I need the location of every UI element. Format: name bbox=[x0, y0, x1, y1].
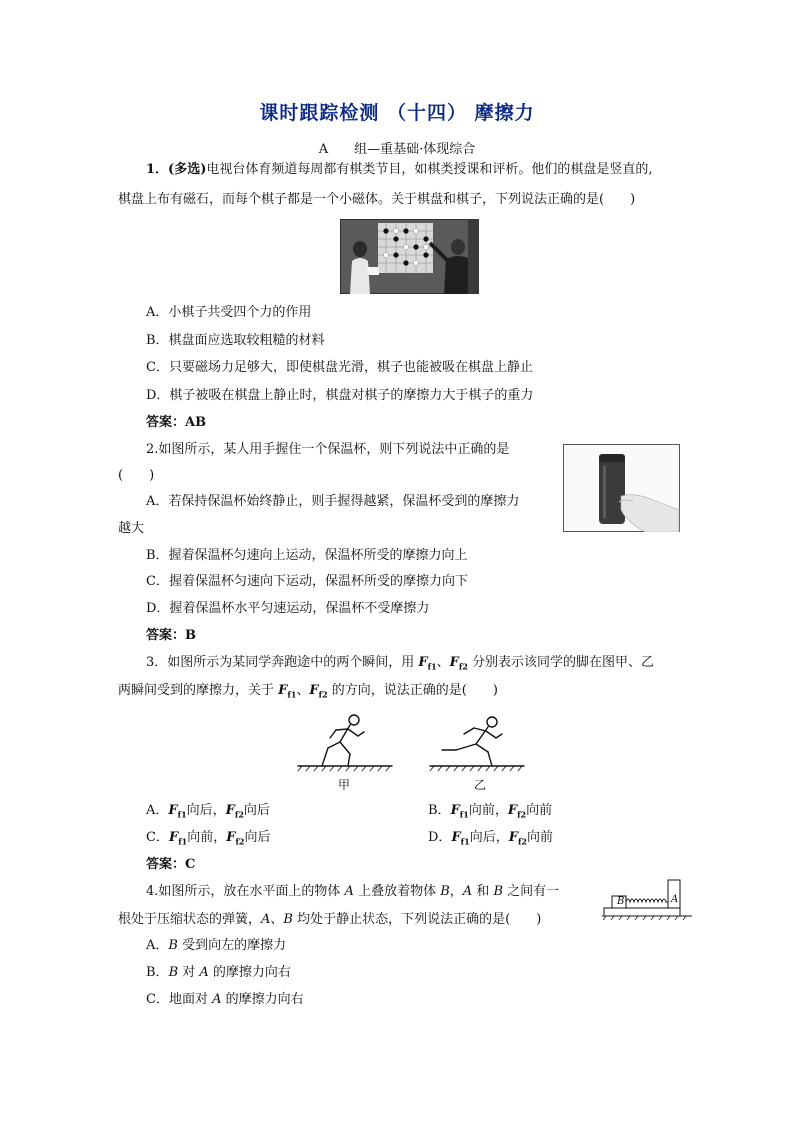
q4-oc-A: A bbox=[212, 992, 222, 1007]
page-title: 课时跟踪检测 （十四） 摩擦力 bbox=[259, 102, 535, 124]
q3-ob-F2: F bbox=[507, 803, 518, 818]
q1-text1: 电视台体育频道每周都有棋类节目，如棋类授课和评析。他们的棋盘是竖直的, bbox=[206, 162, 653, 177]
q3-option-b bbox=[428, 803, 552, 823]
q4-option-b bbox=[146, 965, 291, 981]
q3-l1a: 3．如图所示为某同学奔跑途中的两个瞬间，用 bbox=[146, 655, 419, 670]
q4-ob-label: B． bbox=[146, 965, 169, 980]
go-board-photo bbox=[340, 219, 479, 294]
go-board-photo-svg bbox=[340, 219, 479, 294]
q3-l2a: 两瞬间受到的摩擦力，关于 bbox=[118, 683, 279, 698]
q3-F3: F bbox=[278, 683, 288, 698]
q4-ob-t2: 的摩擦力向右 bbox=[208, 965, 291, 980]
q4-l1e: 之间有一 bbox=[503, 884, 560, 899]
q3-F1: F bbox=[418, 655, 428, 670]
q1-line2: 棋盘上布有磁石，而每个棋子都是一个小磁体。关于棋盘和棋子，下列说法正确的是( ) bbox=[118, 192, 636, 207]
q4-oc-t2: 的摩擦力向右 bbox=[221, 992, 304, 1007]
fig-label-a: A bbox=[671, 894, 679, 905]
q3-ob-s2: f2 bbox=[517, 809, 527, 820]
q3-oc-F1: F bbox=[168, 830, 179, 845]
q4-ob-B: B bbox=[168, 965, 179, 980]
spring-blocks-figure bbox=[598, 878, 694, 922]
q3-ob-s1: f1 bbox=[459, 809, 469, 820]
q4-B3: B bbox=[283, 912, 293, 927]
q3-ob-label: B． bbox=[428, 803, 451, 818]
q4-oc-t1: C．地面对 bbox=[146, 992, 213, 1007]
q2-line1: 2.如图所示，某人用手握住一个保温杯，则下列说法中正确的是 bbox=[146, 442, 510, 457]
q3-F2: F bbox=[449, 655, 459, 670]
q3-oc-t2: 向后 bbox=[244, 830, 271, 845]
q2-answer: 答案：B bbox=[146, 628, 196, 643]
q3-option-d bbox=[428, 830, 553, 850]
q3-od-F1: F bbox=[451, 830, 461, 845]
q3-od-F2: F bbox=[508, 830, 518, 845]
thermos-photo bbox=[563, 444, 680, 532]
q4-l1b: 上叠放着物体 bbox=[353, 884, 441, 899]
q4-ob-t1: 对 bbox=[178, 965, 200, 980]
q3-oa-s2: f2 bbox=[234, 809, 244, 820]
q4-A3: A bbox=[261, 912, 271, 927]
q4-l2c: 均处于静止状态，下列说法正确的是( ) bbox=[292, 912, 542, 927]
q2-option-c: C．握着保温杯匀速向下运动，保温杯所受的摩擦力向下 bbox=[146, 574, 468, 589]
q2-line2: ( ) bbox=[118, 468, 155, 483]
fig-label-yi: 乙 bbox=[474, 778, 487, 792]
q1-option-a: A．小棋子共受四个力的作用 bbox=[146, 305, 312, 320]
q3-sub3: f1 bbox=[287, 689, 297, 700]
q1-option-c: C．只要磁场力足够大，即使棋盘光滑，棋子也能被吸在棋盘上静止 bbox=[146, 360, 533, 375]
q4-l1a: 4.如图所示，放在水平面上的物体 bbox=[146, 884, 345, 899]
q3-ob-t2: 向前 bbox=[526, 803, 553, 818]
q1-number: 1． bbox=[146, 162, 169, 177]
q4-oa-label: A． bbox=[146, 938, 169, 953]
q1-tag: (多选) bbox=[168, 162, 207, 177]
q3-l1b: 、 bbox=[436, 655, 450, 670]
q3-oc-F2: F bbox=[226, 830, 236, 845]
q1-answer: 答案：AB bbox=[146, 415, 207, 430]
q4-oa-text: 受到向左的摩擦力 bbox=[177, 938, 287, 953]
section-heading: A 组—重基础·体现综合 bbox=[318, 142, 476, 157]
q3-oc-t1: 向前， bbox=[187, 830, 227, 845]
q3-option-c bbox=[146, 830, 270, 850]
spring-blocks-svg bbox=[598, 878, 694, 922]
q3-od-label: D． bbox=[428, 830, 452, 845]
q3-od-s2: f2 bbox=[517, 836, 527, 847]
q4-B1: B bbox=[440, 884, 450, 899]
q3-sub2: f2 bbox=[458, 661, 468, 672]
q3-l2c: 的方向，说法正确的是( ) bbox=[327, 683, 498, 698]
q3-answer: 答案：C bbox=[146, 857, 196, 872]
q3-option-a bbox=[146, 803, 270, 823]
q4-l1d: 和 bbox=[472, 884, 494, 899]
q3-oc-s2: f2 bbox=[235, 836, 245, 847]
q3-line2 bbox=[118, 683, 498, 703]
q3-oa-s1: f1 bbox=[177, 809, 187, 820]
q3-od-t1: 向后， bbox=[469, 830, 509, 845]
fig-label-b: B bbox=[617, 896, 625, 907]
q3-oc-s1: f1 bbox=[178, 836, 188, 847]
q2-option-a-cont: 越大 bbox=[118, 521, 145, 536]
q3-l2b: 、 bbox=[296, 683, 310, 698]
q3-oc-label: C． bbox=[146, 830, 169, 845]
q3-oa-F2: F bbox=[225, 803, 235, 818]
running-figures bbox=[292, 710, 532, 790]
q3-oa-t1: 向后， bbox=[186, 803, 226, 818]
q3-l1c: 分别表示该同学的脚在图甲、乙 bbox=[467, 655, 655, 670]
q3-F4: F bbox=[309, 683, 319, 698]
q4-A2: A bbox=[462, 884, 473, 899]
q1-option-b: B．棋盘面应选取较粗糙的材料 bbox=[146, 333, 325, 348]
q3-oa-t2: 向后 bbox=[243, 803, 270, 818]
q4-oa-B: B bbox=[168, 938, 178, 953]
q3-sub1: f1 bbox=[427, 661, 437, 672]
q1-line1 bbox=[146, 162, 653, 178]
q2-option-d: D．握着保温杯水平匀速运动，保温杯不受摩擦力 bbox=[146, 601, 430, 616]
q4-option-c bbox=[146, 992, 304, 1008]
running-figures-svg bbox=[292, 710, 532, 774]
q3-oa-label: A． bbox=[146, 803, 169, 818]
fig-label-jia: 甲 bbox=[338, 778, 351, 792]
thermos-photo-svg bbox=[563, 444, 680, 532]
q4-B2: B bbox=[493, 884, 503, 899]
q4-A1: A bbox=[344, 884, 354, 899]
q3-oa-F1: F bbox=[168, 803, 178, 818]
q2-option-a: A．若保持保温杯始终静止，则手握得越紧，保温杯受到的摩擦力 bbox=[146, 494, 520, 509]
q3-od-t2: 向前 bbox=[526, 830, 553, 845]
q4-l2b: 、 bbox=[270, 912, 284, 927]
q3-line1 bbox=[146, 655, 654, 675]
q4-ob-A: A bbox=[199, 965, 209, 980]
q3-ob-t1: 向前， bbox=[468, 803, 508, 818]
q4-l1c: ， bbox=[449, 884, 463, 899]
q1-option-d: D．棋子被吸在棋盘上静止时，棋盘对棋子的摩擦力大于棋子的重力 bbox=[146, 388, 534, 403]
q2-option-b: B．握着保温杯匀速向上运动，保温杯所受的摩擦力向上 bbox=[146, 548, 468, 563]
q3-od-s1: f1 bbox=[460, 836, 470, 847]
q3-ob-F1: F bbox=[450, 803, 460, 818]
q3-sub4: f2 bbox=[318, 689, 328, 700]
q4-l2a: 根处于压缩状态的弹簧， bbox=[118, 912, 262, 927]
q4-option-a bbox=[146, 938, 286, 954]
q4-line2 bbox=[118, 912, 541, 928]
q4-line1 bbox=[146, 884, 559, 900]
